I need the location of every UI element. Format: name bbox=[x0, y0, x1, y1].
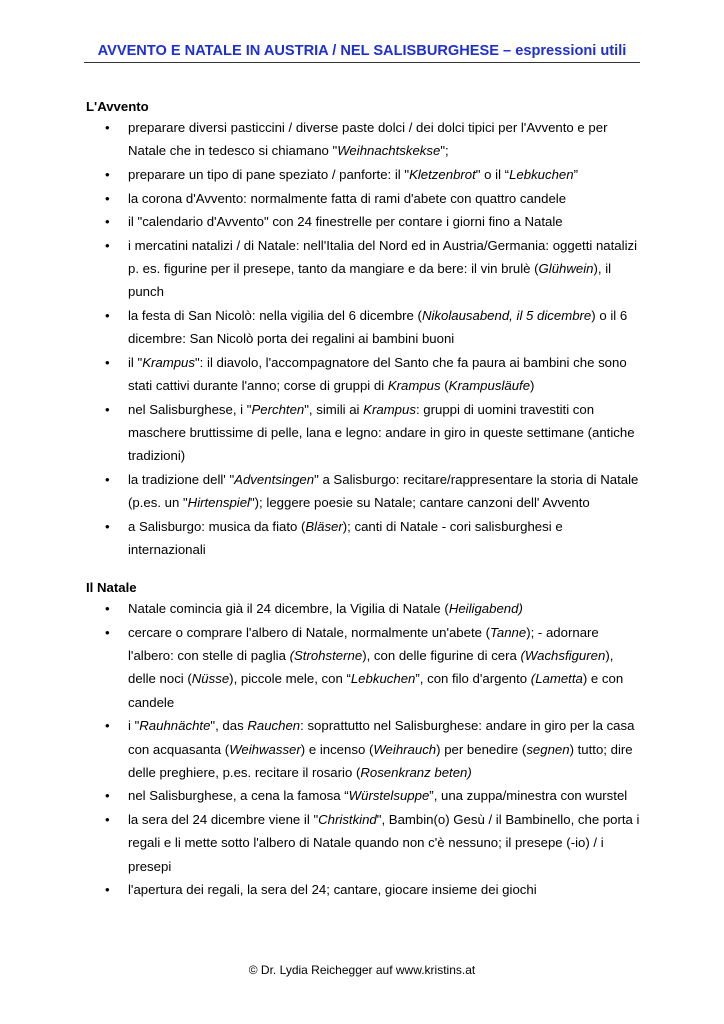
term-italic: Lebkuchen bbox=[350, 671, 416, 687]
term-italic: Rauchen bbox=[247, 718, 301, 734]
term-italic: Weihwasser bbox=[229, 741, 301, 757]
term-italic: segnen bbox=[526, 741, 570, 757]
list-item bbox=[86, 351, 642, 397]
item-text: Natale comincia già il 24 dicembre, la Vigilia di Natale ( bbox=[128, 601, 449, 617]
item-text: ” bbox=[573, 166, 578, 182]
item-text: l'apertura dei regali, la sera del 24; cantare, giocare insieme dei giochi bbox=[128, 882, 537, 898]
term-italic: Lebkuchen bbox=[509, 166, 574, 182]
term-italic: Rauhnächte bbox=[139, 718, 211, 734]
bullet-icon: • bbox=[105, 120, 110, 135]
item-text: : gruppi di uomini travestiti con maschere bruttissime di pelle, lana e legno: andare in giro in queste settimane (antiche tradizioni) bbox=[128, 401, 635, 464]
list-item bbox=[86, 234, 642, 304]
item-text: ( bbox=[440, 378, 449, 394]
bullet-icon: • bbox=[105, 238, 110, 254]
bullet-list bbox=[86, 116, 642, 561]
term-italic: Würstelsuppe bbox=[348, 788, 430, 804]
term-italic: Krampusläufe bbox=[448, 378, 531, 394]
item-text: la festa di San Nicolò: nella vigilia del 6 dicembre ( bbox=[128, 308, 422, 324]
item-text: preparare un tipo di pane speziato / panforte: il " bbox=[128, 166, 410, 182]
list-item bbox=[86, 808, 642, 878]
item-text: ”, una zuppa/minestra con wurstel bbox=[429, 788, 628, 804]
item-text: cercare o comprare l'albero di Natale, normalmente un'abete ( bbox=[128, 625, 491, 641]
item-text: il "calendario d'Avvento" con 24 finestrelle per contare i giorni fino a Natale bbox=[128, 214, 563, 230]
item-text: a Salisburgo: musica da fiato ( bbox=[128, 518, 306, 534]
list-item bbox=[86, 621, 642, 714]
item-text: la sera del 24 dicembre viene il " bbox=[128, 812, 319, 828]
bullet-icon: • bbox=[105, 882, 110, 898]
item-text: nel Salisburghese, i " bbox=[128, 401, 252, 417]
bullet-icon: • bbox=[105, 308, 110, 324]
item-text: ) e incenso ( bbox=[300, 741, 374, 757]
term-italic: Glühwein bbox=[538, 261, 594, 277]
item-text: la corona d'Avvento: normalmente fatta di rami d'abete con quattro candele bbox=[128, 190, 567, 206]
item-text: ) bbox=[530, 378, 535, 394]
list-item bbox=[86, 597, 642, 620]
term-italic: Rosenkranz beten) bbox=[360, 764, 472, 780]
item-text: ); canti di Natale - cori salisburghesi e internazionali bbox=[128, 518, 563, 558]
bullet-icon: • bbox=[105, 601, 110, 617]
bullet-icon: • bbox=[105, 812, 110, 828]
item-text: ), con delle figurine di cera bbox=[362, 648, 521, 664]
bullet-icon: • bbox=[105, 355, 110, 371]
term-italic: Tanne bbox=[490, 625, 527, 641]
term-italic: (Wachsfiguren bbox=[520, 648, 606, 664]
page-title: AVVENTO E NATALE IN AUSTRIA / NEL SALISBURGHESE – espressioni utili bbox=[97, 43, 627, 59]
item-text: nel Salisburghese, a cena la famosa “ bbox=[128, 788, 349, 804]
bullet-icon: • bbox=[105, 214, 110, 230]
bullet-icon: • bbox=[105, 166, 110, 182]
list-item bbox=[86, 304, 642, 350]
term-italic: Adventsingen bbox=[234, 472, 315, 488]
term-italic: Heiligabend) bbox=[448, 601, 523, 617]
term-italic: Nüsse bbox=[191, 671, 230, 687]
list-item bbox=[86, 187, 642, 210]
term-italic: Weihrauch bbox=[373, 741, 437, 757]
list-item bbox=[86, 398, 642, 468]
item-text: "; bbox=[440, 143, 449, 159]
list-item bbox=[86, 878, 642, 901]
item-text: ), piccole mele, con “ bbox=[229, 671, 351, 687]
item-text: "); leggere poesie su Natale; cantare canzoni dell' Avvento bbox=[249, 495, 590, 511]
item-text: ) e con candele bbox=[128, 671, 624, 710]
list-item bbox=[86, 210, 642, 233]
title-divider bbox=[84, 62, 640, 63]
item-text: " a Salisburgo: recitare/rappresentare la storia di Natale (p.es. un " bbox=[128, 472, 639, 511]
item-text: ); - adornare l'albero: con stelle di paglia bbox=[128, 625, 599, 664]
item-text: ", simili ai bbox=[304, 401, 364, 417]
term-italic: Bläser bbox=[305, 518, 343, 534]
list-item bbox=[86, 468, 642, 514]
item-text: " o il “ bbox=[475, 166, 510, 182]
bullet-icon: • bbox=[105, 472, 110, 488]
item-text: : soprattutto nel Salisburghese: andare in giro per la casa con acquasanta ( bbox=[128, 718, 635, 757]
item-text: ) tutto; dire delle preghiere, p.es. recitare il rosario ( bbox=[128, 741, 633, 780]
item-text: la tradizione dell' " bbox=[128, 472, 235, 488]
item-text: i mercatini natalizi / di Natale: nell'Italia del Nord ed in Austria/Germania: oggetti natalizi p. es. figurine per il presepe, tanto da mangiare e da bere: il vin brulè ( bbox=[128, 238, 638, 277]
term-italic: (Strohsterne bbox=[289, 648, 363, 664]
section-avvento bbox=[86, 98, 642, 561]
term-italic: Kletzenbrot bbox=[409, 166, 476, 182]
document-body bbox=[86, 98, 642, 902]
item-text: ": il diavolo, l'accompagnatore del Santo che fa paura ai bambini che sono stati cattivi durante l'anno; corse di gruppi di bbox=[128, 355, 627, 394]
page-footer: © Dr. Lydia Reichegger auf www.kristins.at bbox=[248, 963, 476, 977]
term-italic: Nikolausabend, il 5 dicembre bbox=[421, 308, 592, 324]
list-item bbox=[86, 515, 642, 561]
term-italic: Christkind bbox=[318, 812, 377, 828]
bullet-icon: • bbox=[105, 190, 110, 206]
item-text: ", das bbox=[210, 718, 248, 734]
item-text: il " bbox=[128, 355, 143, 371]
term-italic: Weihnachtskekse bbox=[337, 143, 441, 159]
list-item bbox=[86, 163, 642, 186]
bullet-icon: • bbox=[105, 625, 110, 641]
list-item bbox=[86, 784, 642, 807]
item-text: ) o il 6 dicembre: San Nicolò porta dei regalini ai bambini buoni bbox=[128, 308, 628, 347]
list-item bbox=[86, 116, 642, 162]
bullet-icon: • bbox=[105, 401, 110, 417]
item-text: ", Bambin(o) Gesù / il Bambinello, che porta i regali e li mette sotto l'albero di Natale quando non c'è nessuno; il presepe (-io) / i presepi bbox=[128, 812, 640, 874]
section-heading: L'Avvento bbox=[86, 99, 149, 114]
bullet-list bbox=[86, 597, 642, 901]
section-natale bbox=[86, 579, 642, 901]
term-italic: Krampus bbox=[142, 355, 195, 371]
item-text: ) per benedire ( bbox=[436, 741, 527, 757]
item-text: ”, con filo d'argento bbox=[415, 671, 531, 687]
item-text: ), delle noci ( bbox=[128, 648, 614, 687]
term-italic: Hirtenspiel bbox=[187, 495, 250, 511]
bullet-icon: • bbox=[105, 518, 110, 534]
item-text: preparare diversi pasticcini / diverse paste dolci / dei dolci tipici per l'Avvento e per Natale che in tedesco si chiamano " bbox=[128, 120, 608, 159]
item-text: ), il punch bbox=[128, 261, 612, 300]
term-italic: Krampus bbox=[387, 378, 441, 394]
item-text: i " bbox=[128, 718, 140, 734]
term-italic: (Lametta bbox=[530, 671, 583, 687]
list-item bbox=[86, 714, 642, 784]
term-italic: Perchten bbox=[251, 401, 305, 417]
bullet-icon: • bbox=[105, 788, 110, 804]
bullet-icon: • bbox=[105, 718, 110, 734]
term-italic: Krampus bbox=[363, 401, 416, 417]
section-heading: Il Natale bbox=[86, 580, 137, 596]
